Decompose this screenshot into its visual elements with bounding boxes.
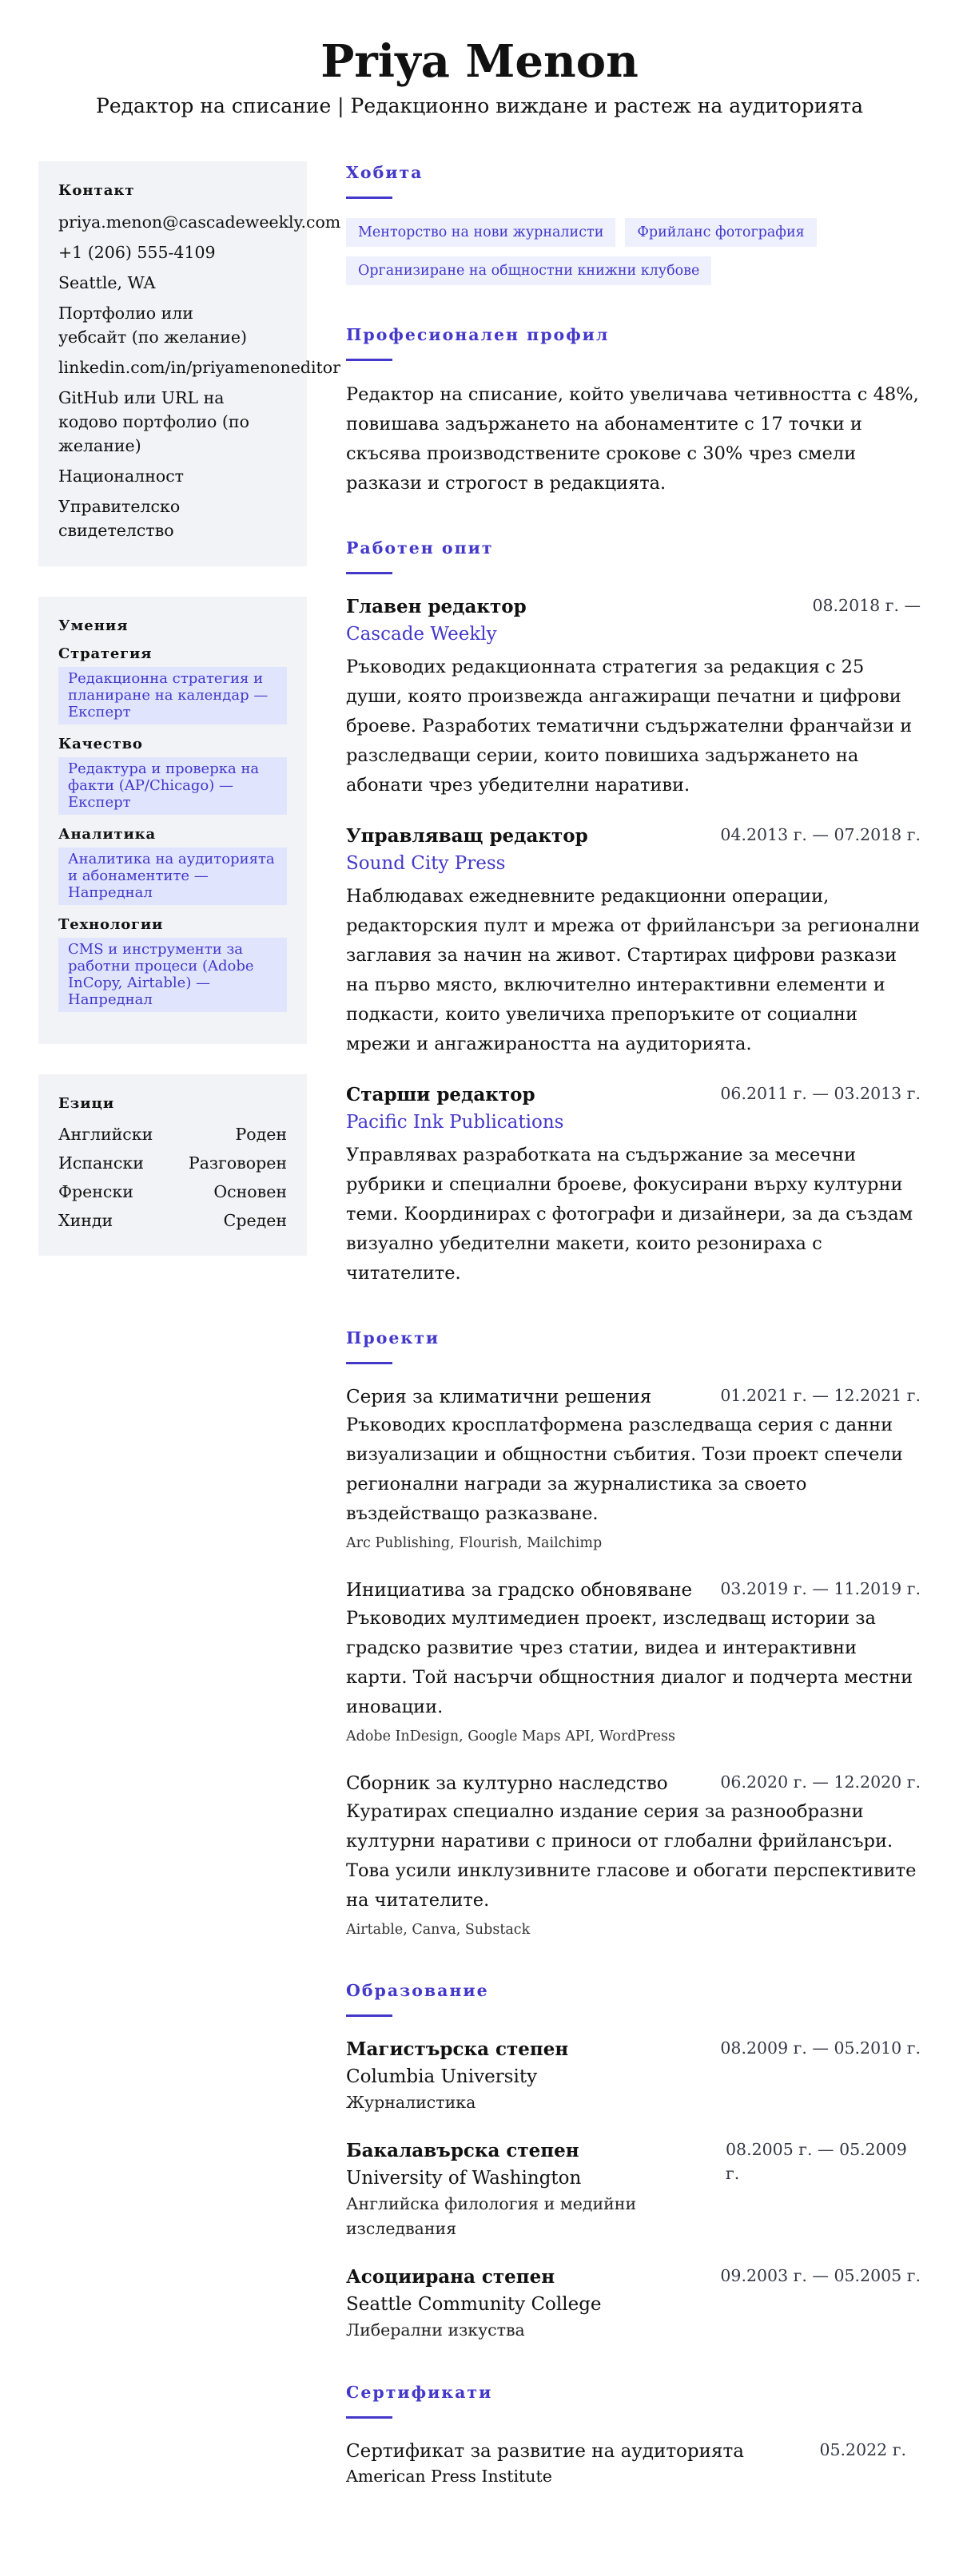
education-entry: [346, 2137, 921, 2241]
project-entry: [346, 1383, 921, 1554]
skill-chip: Аналитика на аудиторията и абонаментите — Напреднал: [58, 847, 287, 905]
certificate-name: Сертификат за развитие на аудиторията: [346, 2441, 744, 2462]
skills-title: Умения: [58, 617, 129, 634]
education-dates: 09.2003 г. — 05.2005 г.: [720, 2266, 921, 2285]
company-name: Pacific Ink Publications: [346, 1112, 564, 1133]
contact-github[interactable]: GitHub или URL на кодово портфолио (по желание): [58, 388, 249, 455]
hobby-chip: Организиране на общностни книжни клубове: [346, 256, 711, 285]
language-row: [58, 1177, 287, 1206]
education-dates: 08.2005 г. — 05.2009 г.: [726, 2140, 907, 2183]
project-dates: 06.2020 г. — 12.2020 г.: [720, 1772, 921, 1792]
project-entry: [346, 1770, 921, 1941]
job-dates: 06.2011 г. — 03.2013 г.: [720, 1084, 921, 1103]
certificates-section: [346, 2381, 921, 2487]
degree: Магистърска степен: [346, 2038, 569, 2060]
skill-group: [58, 826, 287, 905]
job-dates: 04.2013 г. — 07.2018 г.: [720, 825, 921, 844]
language-level: Роден: [235, 1125, 287, 1144]
contact-phone[interactable]: +1 (206) 555-4109: [58, 243, 216, 262]
project-dates: 03.2019 г. — 11.2019 г.: [720, 1579, 921, 1598]
job-description: Наблюдавах ежедневните редакционни операции, редакторския пулт и мрежа от фрийлансъри за регионални заглавия за начин на живот. Стартирах цифрови разкази на първо място, включително интерактивни елементи и подкасти, които увеличиха препоръките от социални мрежи и ангажираността на аудиторията.: [346, 886, 921, 1054]
language-name: Хинди: [58, 1211, 113, 1230]
project-tech: Airtable, Canva, Substack: [346, 1922, 531, 1938]
language-name: Испански: [58, 1153, 144, 1173]
skill-group-title: Технологии: [58, 916, 164, 933]
degree: Бакалавърска степен: [346, 2140, 579, 2161]
education-dates: 08.2009 г. — 05.2010 г.: [720, 2038, 921, 2058]
section-divider: [346, 196, 392, 199]
company-name: Sound City Press: [346, 853, 506, 874]
resume-body: [38, 161, 921, 2526]
job-description: Управлявах разработката на съдържание за месечни рубрики и специални броеве, фокусирани върху културни теми. Координирах с фотографи и дизайнери, за да създам визуално убедителни макети, които резонираха с читателите.: [346, 1145, 913, 1284]
language-row: [58, 1149, 287, 1177]
section-title: Професионален профил: [346, 325, 610, 344]
hobby-list: [346, 218, 921, 285]
language-level: Основен: [213, 1182, 287, 1201]
section-divider: [346, 2014, 392, 2017]
languages-title: Езици: [58, 1095, 115, 1112]
skill-group-title: Стратегия: [58, 645, 153, 662]
language-level: Разговорен: [188, 1153, 287, 1173]
contact-card: [38, 161, 341, 566]
hobby-chip: Менторство на нови журналисти: [346, 218, 615, 247]
field-of-study: Журналистика: [346, 2093, 476, 2112]
projects-section: [346, 1327, 921, 1941]
contact-location: Seattle, WA: [58, 273, 156, 292]
certificate-date: 05.2022 г.: [819, 2440, 906, 2459]
school: Columbia University: [346, 2066, 538, 2087]
languages-card: [38, 1074, 307, 1256]
hobbies-section: [346, 161, 921, 285]
resume-header: [38, 0, 921, 120]
certificate-issuer: American Press Institute: [346, 2467, 552, 2486]
job-dates: 08.2018 г. —: [812, 596, 921, 615]
sidebar: [38, 161, 341, 1286]
skill-chip: Редакционна стратегия и планиране на календар — Експерт: [58, 667, 287, 724]
project-description: Ръководих кросплатформена разследваща серия с данни визуализации и общностни събития. Този проект спечели регионални награди за журналистика за своето въздействащо разказване.: [346, 1415, 903, 1524]
hobby-chip: Фрийланс фотография: [625, 218, 816, 247]
section-divider: [346, 359, 392, 361]
project-tech: Adobe InDesign, Google Maps API, WordPress: [346, 1729, 675, 1744]
candidate-name: Priya Menon: [320, 35, 639, 88]
contact-portfolio[interactable]: Портфолио или уебсайт (по желание): [58, 304, 247, 347]
contact-title: Контакт: [58, 182, 135, 199]
language-name: Френски: [58, 1182, 133, 1201]
language-level: Среден: [223, 1211, 287, 1230]
school: Seattle Community College: [346, 2294, 602, 2315]
project-description: Ръководих мултимедиен проект, изследващ истории за градско развитие чрез статии, видеа и интерактивни карти. Той насърчи общностния диалог и подчерта местни иновации.: [346, 1608, 913, 1717]
skills-card: [38, 597, 307, 1044]
field-of-study: Либерални изкуства: [346, 2320, 525, 2340]
degree: Асоциирана степен: [346, 2266, 555, 2288]
section-divider: [346, 1362, 392, 1364]
job-title: Старши редактор: [346, 1084, 535, 1105]
project-tech: Arc Publishing, Flourish, Mailchimp: [346, 1535, 603, 1551]
project-dates: 01.2021 г. — 12.2021 г.: [720, 1386, 921, 1405]
experience-entry: [346, 823, 921, 1059]
skill-group: [58, 736, 287, 815]
section-title: Хобита: [346, 163, 424, 182]
skill-chip: CMS и инструменти за работни процеси (Adobe InCopy, Airtable) — Напреднал: [58, 938, 287, 1012]
section-divider: [346, 2416, 392, 2419]
project-description: Куратирах специално издание серия за разнообразни културни наративи с приноси от глобални фрийлансъри. Това усили инклузивните гласове и обогати перспективите на читателите.: [346, 1801, 917, 1911]
job-title: Управляващ редактор: [346, 825, 588, 847]
job-description: Ръководих редакционната стратегия за редакция с 25 души, която произвежда ангажиращи печатни и цифрови броеве. Разработих тематични съдържателни франчайзи и разследващи серии, които повишиха задържането на абонати чрез убедителни наративи.: [346, 657, 913, 796]
section-divider: [346, 572, 392, 574]
project-name: Сборник за културно наследство: [346, 1773, 668, 1794]
project-name: Инициатива за градско обновяване: [346, 1580, 693, 1601]
language-row: [58, 1206, 287, 1235]
experience-entry: [346, 1082, 921, 1288]
experience-entry: [346, 593, 921, 800]
section-title: Работен опит: [346, 538, 494, 558]
candidate-headline: Редактор на списание | Редакционно виждане и растеж на аудиторията: [96, 94, 863, 117]
contact-license: Управителско свидетелство: [58, 497, 181, 540]
skill-group-title: Качество: [58, 736, 143, 752]
skill-group: [58, 916, 287, 1012]
main-content: [346, 161, 921, 2526]
company-name: Cascade Weekly: [346, 624, 497, 645]
contact-linkedin[interactable]: linkedin.com/in/priyamenoneditor: [58, 358, 340, 377]
certificate-entry: [346, 2438, 921, 2487]
profile-section: [346, 323, 921, 498]
section-title: Проекти: [346, 1328, 440, 1348]
experience-section: [346, 537, 921, 1288]
field-of-study: Английска филология и медийни изследвания: [346, 2194, 637, 2238]
contact-nationality: Националност: [58, 466, 185, 486]
project-name: Серия за климатични решения: [346, 1387, 652, 1407]
education-entry: [346, 2264, 921, 2343]
school: University of Washington: [346, 2168, 582, 2189]
education-section: [346, 1979, 921, 2343]
language-name: Английски: [58, 1125, 153, 1144]
education-entry: [346, 2036, 921, 2115]
profile-summary: Редактор на списание, който увеличава четивността с 48%, повишава задържането на абонаментите с 17 точки и скъсява производствените срокове с 30% чрез смели разкази и строгост в редакцията.: [346, 384, 919, 494]
section-title: Образование: [346, 1981, 489, 2000]
project-entry: [346, 1577, 921, 1748]
skill-group: [58, 645, 287, 724]
skill-chip: Редактура и проверка на факти (AP/Chicago) — Експерт: [58, 757, 287, 815]
section-title: Сертификати: [346, 2383, 493, 2402]
language-row: [58, 1120, 287, 1149]
contact-email[interactable]: priya.menon@cascadeweekly.com: [58, 212, 341, 232]
job-title: Главен редактор: [346, 596, 527, 617]
skill-group-title: Аналитика: [58, 826, 156, 843]
